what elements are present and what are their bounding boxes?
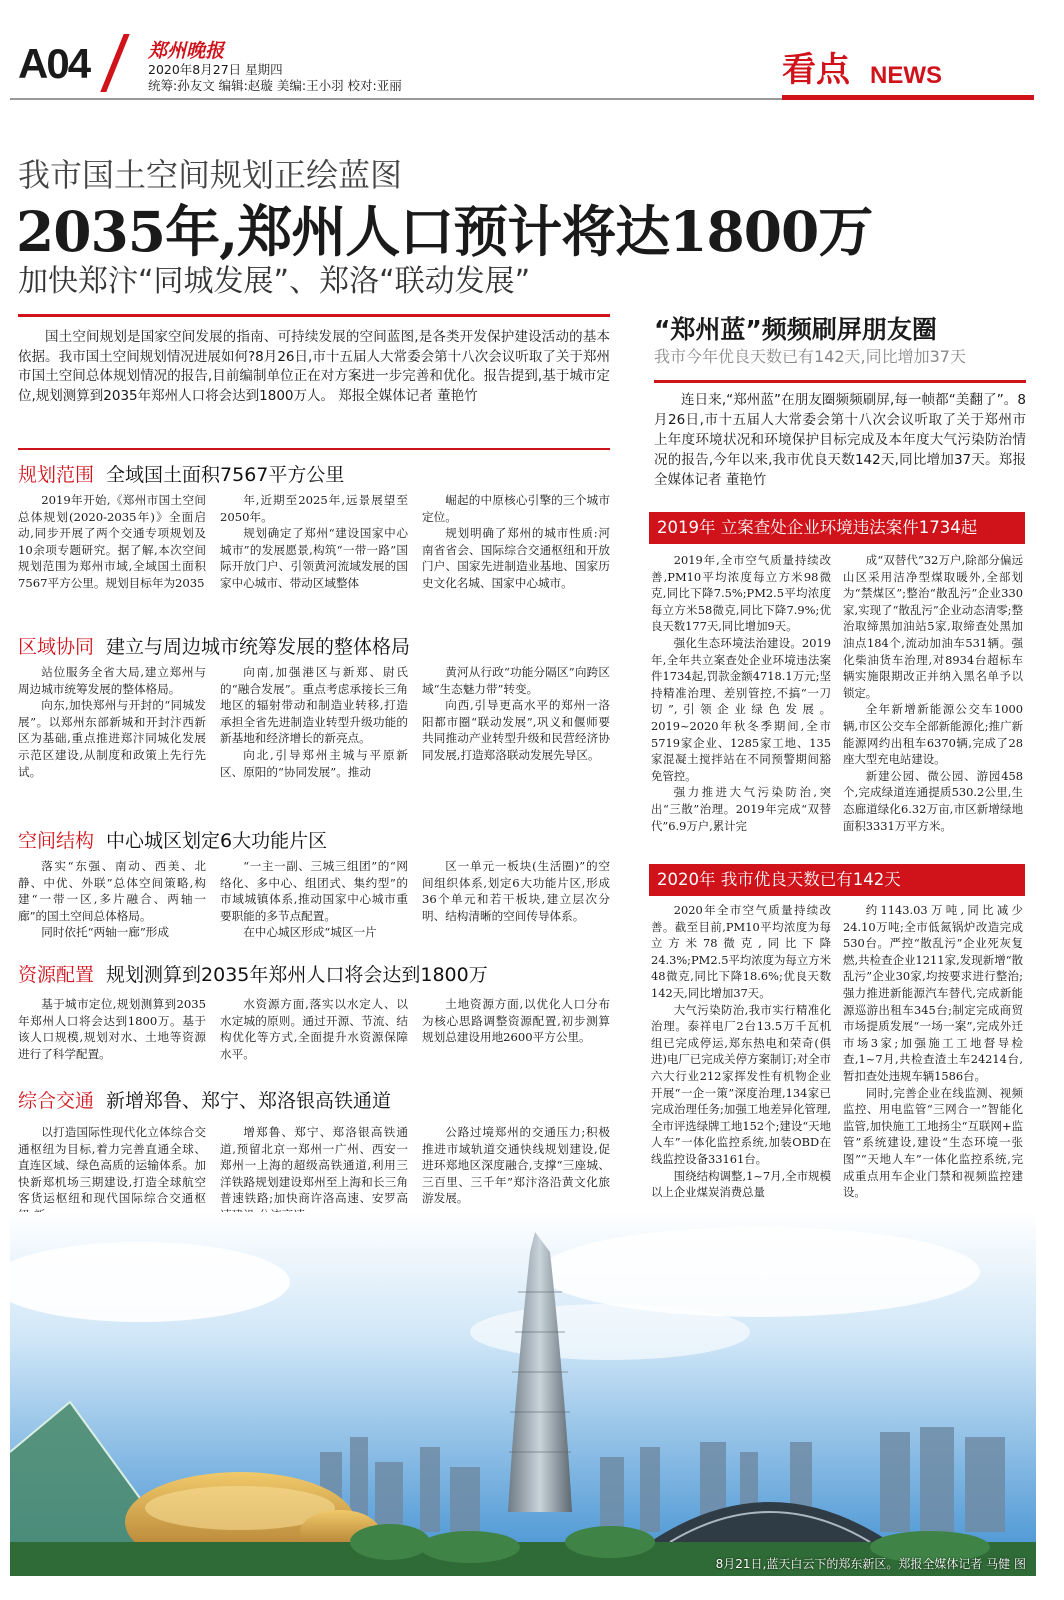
text-column xyxy=(18,996,206,1062)
text-column xyxy=(651,552,831,834)
sidebar-lead: 连日来,“郑州蓝”在朋友圈频频刷屏,每一帧都“美翻了”。8月26日,市十五届人大常委会第十八次会议听取了关于郑州市上年度环境状况和环境保护目标完成及本年度大气污染防治情况的报告,今年以来,我市优良天数142天,同比增加37天。郑报全媒体记者 董艳竹 xyxy=(654,392,1026,488)
paragraph: 基于城市定位,规划测算到2035年郑州人口将会达到1800万。基于该人口规模,规划对水、土地等资源进行了科学配置。 xyxy=(18,997,206,1061)
sidebar-block-bar: 2019年 立案查处企业环境违法案件1734起 xyxy=(649,512,1025,544)
section-body xyxy=(18,492,610,592)
section-body xyxy=(18,858,610,941)
text-column xyxy=(422,858,610,941)
section-body xyxy=(18,1124,610,1224)
paragraph: 向北,引导郑州主城与平原新区、原阳的“协同发展”。推动 xyxy=(220,747,408,779)
section-tag: 区域协同 xyxy=(18,636,95,658)
masthead-gray-rule xyxy=(10,98,782,100)
sidebar-rule xyxy=(654,380,1026,383)
text-column xyxy=(18,664,206,780)
paragraph: 规划确定了郑州“建设国家中心城市”的发展愿景,构筑“一带一路”国际开放门户、引领黄河流域发展的国家中心城市、带动区域整体 xyxy=(220,526,408,590)
paragraph: 向西,引导更高水平的郑州一洛阳都市圈“联动发展”,巩义和偃师要共同推动产业转型升级和民营经济协同发展,打造郑洛联动发展先导区。 xyxy=(422,698,610,762)
paragraph: 土地资源方面,以优化人口分布为核心思路调整资源配置,初步测算规划总建设用地2600平方公里。 xyxy=(422,997,610,1045)
section-heading-title: 新增郑鲁、郑宁、郑洛银高铁通道 xyxy=(106,1090,392,1112)
masthead-red-rule xyxy=(782,95,1034,100)
paragraph: 强化生态环境法治建设。2019年,全年共立案查处企业环境违法案件1734起,罚款金额4718.1万元;坚持精准治理、差别管控,不搞“一刀切”,引领企业绿色发展。2019~2020年秋冬季期间,全市5719家企业、1285家工地、135家混凝土搅拌站在不同预警期间豁免管控。 xyxy=(651,635,831,783)
section-heading xyxy=(18,1088,610,1114)
section-heading-title: 建立与周边城市统筹发展的整体格局 xyxy=(106,636,411,658)
paragraph: 2019年开始,《郑州市国土空间总体规划(2020-2035年)》全面启动,同步开展了两个交通专项规划及10余项专题研究。据了解,本次空间规划范围为郑州市域,全域国土面积7567平方公里。规划目标年为2035 xyxy=(18,493,206,590)
article-lead: 国土空间规划是国家空间发展的指南、可持续发展的空间蓝图,是各类开发保护建设活动的基本依据。我市国土空间规划情况进展如何?8月26日,市十五届人大常委会第十八次会议听取了关于郑州市国土空间总体规划情况的报告,目前编制单位正在对方案进一步完善和优化。报告提到,基于城市定位,规划测算到2035年郑州人口将会达到1800万人。 郑报全媒体记者 董艳竹 xyxy=(18,329,610,404)
paragraph: 区一单元一板块(生活圈)”的空间组织体系,划定6大功能片区,形成36个单元和若干板块,建立层次分明、结构清晰的空间传导体系。 xyxy=(422,859,610,923)
section-title-en: NEWS xyxy=(870,62,942,89)
section-heading xyxy=(18,828,610,854)
publish-date: 2020年8月27日 星期四 xyxy=(148,62,283,77)
paragraph: 以打造国际性现代化立体综合交通枢纽为目标,着力完善直通全球、直连区域、绿色高质的运输体系。加快新郑机场三期建设,打造全球航空客货运枢纽和现代国际综合交通枢 xyxy=(18,1125,206,1206)
text-column xyxy=(843,552,1023,834)
paragraph: 全年新增新能源公交车1000辆,市区公交车全部新能源化;推广新能源网约出租车6370辆,完成了28座大型充电站建设。 xyxy=(843,702,1023,767)
staff-credits: 统筹:孙友文 编辑:赵璇 美编:王小羽 校对:亚丽 xyxy=(148,78,402,93)
paragraph: 2019年,全市空气质量持续改善,PM10平均浓度每立方米98微克,同比下降7.5%;PM2.5平均浓度每立方米58微克,同比下降7.9%;优良天数177天,同比增加9天。 xyxy=(651,553,831,634)
paragraph: 落实“东强、南动、西美、北静、中优、外联”总体空间策略,构建“一带一区,多片融合、两轴一廊”的国土空间总体格局。 xyxy=(18,859,206,923)
text-column xyxy=(220,1124,408,1224)
page-number: A04 xyxy=(18,40,90,87)
sidebar-block-bar: 2020年 我市优良天数已有142天 xyxy=(649,864,1025,896)
skyline-illustration xyxy=(10,1212,1036,1576)
paragraph: 站位服务全省大局,建立郑州与周边城市统筹发展的整体格局。 xyxy=(18,665,206,696)
paragraph: 向东,加快郑州与开封的“同城发展”。以郑州东部新城和开封汴西新区为基础,重点推进郑汴同城化发展示范区建设,从制度和政策上先行先试。 xyxy=(18,698,206,779)
sidebar-subtitle: 我市今年优良天数已有142天,同比增加37天 xyxy=(654,347,966,366)
paragraph: 2020年全市空气质量持续改善。截至目前,PM10平均浓度为每立方米78微克,同比下降24.3%;PM2.5平均浓度为每立方米48微克,同比下降18.6%;优良天数142天,同比增加37天。 xyxy=(651,903,831,1000)
paragraph: 规划明确了郑州的城市性质:河南省省会、国际综合交通枢纽和开放门户、国家先进制造业基地、国家历史文化名城、国家中心城市。 xyxy=(422,526,610,590)
text-column xyxy=(651,902,831,1201)
sidebar-block-body xyxy=(651,552,1023,834)
article-headline: 2035年,郑州人口预计将达1800万 xyxy=(16,199,873,264)
section-tag: 空间结构 xyxy=(18,830,95,852)
text-column xyxy=(18,492,206,592)
text-column xyxy=(220,996,408,1062)
article-subtitle: 加快郑汴“同城发展”、郑洛“联动发展” xyxy=(18,264,531,299)
paper-logo: 郑州晚报 xyxy=(148,40,225,62)
section-heading xyxy=(18,462,610,488)
section-title: 看点 xyxy=(782,50,850,90)
text-column xyxy=(220,858,408,941)
text-column xyxy=(18,1124,206,1224)
paragraph: 新建公园、微公园、游园458个,完成绿道连通提质530.2公里,生态廊道绿化6.32万亩,市区新增绿地面积3331万平方米。 xyxy=(843,768,1023,833)
photo-caption: 8月21日,蓝天白云下的郑东新区。郑报全媒体记者 马健 图 xyxy=(715,1557,1026,1571)
paragraph: 黄河从行政“功能分隔区”向跨区域“生态魅力带”转变。 xyxy=(422,665,610,696)
text-column xyxy=(422,664,610,780)
section-heading-title: 规划测算到2035年郑州人口将会达到1800万 xyxy=(106,964,488,986)
paragraph: 崛起的中原核心引擎的三个城市定位。 xyxy=(422,493,610,524)
text-column xyxy=(422,492,610,592)
section-heading xyxy=(18,962,610,988)
text-column xyxy=(220,492,408,592)
section-heading-title: 全域国土面积7567平方公里 xyxy=(106,464,345,486)
sidebar-block-body xyxy=(651,902,1023,1201)
section-body xyxy=(18,996,610,1062)
text-column xyxy=(220,664,408,780)
section-tag: 资源配置 xyxy=(18,964,95,986)
page-slash-divider xyxy=(100,34,129,92)
paragraph: 围绕结构调整,1~7月,全市规模以上企业煤炭消费总量 xyxy=(651,1168,831,1200)
paragraph: 大气污染防治,我市实行精准化治理。泰祥电厂2台13.5万千瓦机组已完成停运,郑东热电和荣奇(俱进)电厂已完成关停方案制订;对全市六大行业212家挥发性有机物企业开展“一企一策”深度治理,134家已完成治理任务;加强工地差异化管理,全市评选绿牌工地152个;建设“天地人车”一体化监控系统,加装OBD在线监控设备33161台。 xyxy=(651,1002,831,1166)
paragraph: 同时依托“两轴一廊”形成 xyxy=(41,925,169,940)
text-column xyxy=(422,1124,610,1224)
text-column xyxy=(422,996,610,1062)
paragraph: 水资源方面,落实以水定人、以水定城的原则。通过开源、节流、结构优化等方式,全面提升水资源保障水平。 xyxy=(220,997,408,1061)
section-body xyxy=(18,664,610,780)
article-kicker: 我市国土空间规划正绘蓝图 xyxy=(18,156,403,194)
article-lead-rule xyxy=(18,448,610,450)
article-top-rule xyxy=(18,314,610,317)
paragraph: 向南,加强港区与新郑、尉氏的“融合发展”。重点考虑承接长三角地区的辐射带动和制造业转移,打造承担全省先进制造业转型升级功能的新基地和经济增长的新亮点。 xyxy=(220,665,408,746)
paragraph: 约1143.03万吨,同比减少24.10万吨;全市低氮锅炉改造完成530台。严控“散乱污”企业死灰复燃,共检查企业1211家,发现新增“散乱污”企业30家,均按要求进行整治;强力推进新能源汽车替代,完成新能源巡游出租车345台;制定完成商贸市场提质发展“一场一案”,完成外迁市场3家;加强施工工地督导检查,1~7月,共检查渣土车24214台,暂扣查处违规车辆1586台。 xyxy=(843,903,1023,1083)
sidebar-headline: “郑州蓝”频频刷屏朋友圈 xyxy=(654,315,937,344)
paragraph: “一主一副、三城三组团”的“网络化、多中心、组团式、集约型”的市域城镇体系,推动国家中心城市重要职能的多节点配置。 xyxy=(220,859,408,923)
text-column xyxy=(18,858,206,941)
city-skyline-photo xyxy=(10,1212,1036,1576)
text-column xyxy=(843,902,1023,1201)
paragraph: 增郑鲁、郑宁、郑洛银高铁通道,预留北京一郑州一广州、西安一郑州一上海的超级高铁通道,利用三洋铁路规划建设郑州至上海和长三角普速铁路;加快商许洛高速、安罗高 xyxy=(220,1125,408,1206)
paragraph: 公路过境郑州的交通压力;积极推进市域轨道交通快线规划建设,促进环郑地区深度融合,支撑“三座城、三百里、三千年”郑汴洛沿黄文化旅游发展。 xyxy=(422,1125,610,1206)
paragraph: 强力推进大气污染防治,突出“三散”治理。2019年完成“双替代”6.9万户,累计完 xyxy=(651,785,831,833)
paragraph: 成“双替代”32万户,除部分偏远山区采用洁净型煤取暖外,全部划为“禁煤区”;整治“散乱污”企业330家,实现了“散乱污”企业动态清零;整治取缔黑加油站5家,取缔查处黑加油点184个,流动加油车531辆。强化柴油货车治理,对8934台超标车辆实施限期改正并纳入黑名单予以锁定。 xyxy=(843,553,1023,700)
section-tag: 规划范围 xyxy=(18,464,95,486)
section-heading xyxy=(18,634,610,660)
section-heading-title: 中心城区划定6大功能片区 xyxy=(106,830,328,852)
paragraph: 在中心城区形成“城区一片 xyxy=(243,925,377,940)
section-tag: 综合交通 xyxy=(18,1090,95,1112)
paragraph: 年,近期至2025年,远景展望至2050年。 xyxy=(220,493,408,524)
paragraph: 同时,完善企业在线监测、视频监控、用电监管“三网合一”智能化监管,加快施工工地扬尘“互联网+监管”系统建设,建设“生态环境一张图”“天地人车”一体化监控系统,完成重点用车企业门禁和视频监控建设。 xyxy=(843,1085,1023,1200)
